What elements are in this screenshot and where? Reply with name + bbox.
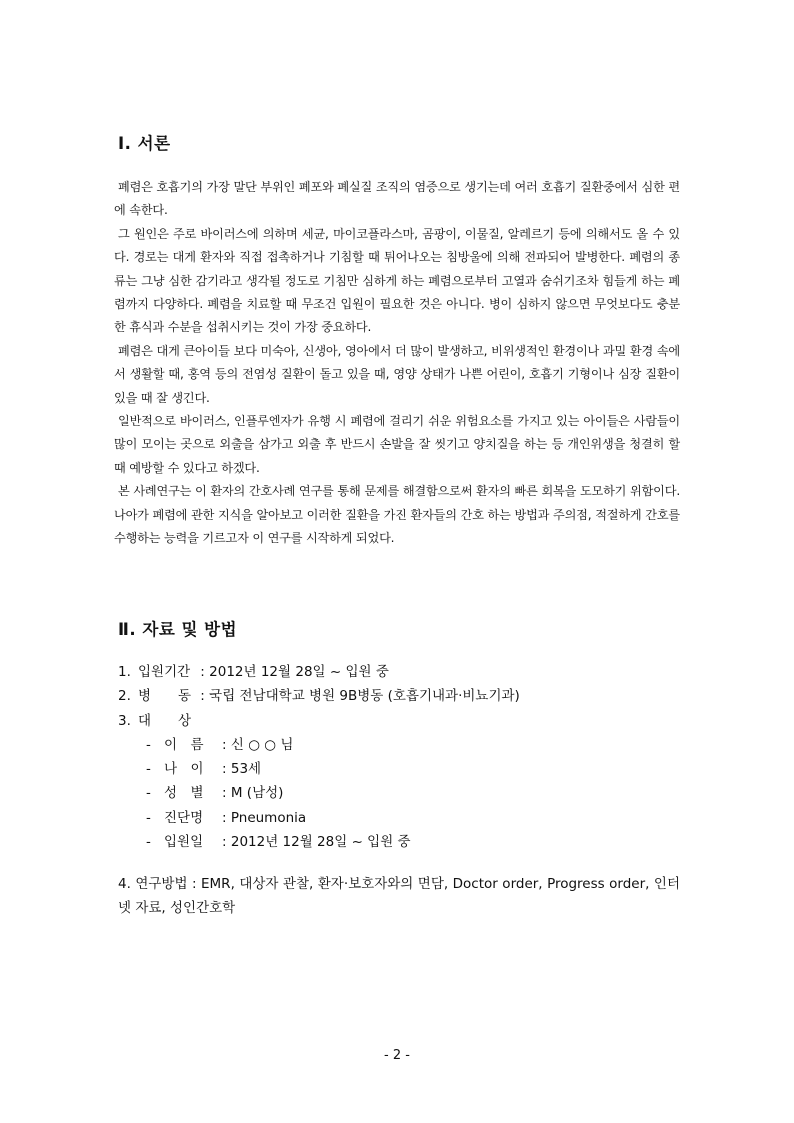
subject-item xyxy=(118,781,684,805)
subject-value: Pneumonia xyxy=(230,809,307,826)
item-separator: : xyxy=(200,688,205,705)
subject-label: 이 름 xyxy=(164,736,204,753)
item-number: 3. xyxy=(118,712,131,729)
item-separator: : xyxy=(200,664,205,680)
intro-paragraph: 일반적으로 바이러스, 인플루엔자가 유행 시 폐렴에 걸리기 쉬운 위험요소를 가지고 있는 아이들은 사람들이 많이 모이는 곳으로 외출을 삼가고 외출 후 반드시 손발을 잘 씻기고 양치질을 하는 등 개인위생을 청결히 할 때 예방할 수 있다고 하겠다. xyxy=(114,414,680,475)
item-label: 대 상 xyxy=(138,712,192,729)
subject-separator: : xyxy=(222,785,227,802)
introduction-body xyxy=(114,176,680,551)
subject-label: 입원일 xyxy=(164,834,204,851)
subject-item xyxy=(118,806,684,830)
subject-item xyxy=(118,830,684,854)
item-number: 1. xyxy=(118,664,131,680)
intro-paragraph: 그 원인은 주로 바이러스에 의하며 세균, 마이코플라스마, 곰팡이, 이물질, 알레르기 등에 의해서도 올 수 있다. 경로는 대게 환자와 직접 접촉하거나 기침할 때 튀어나오는 침방울에 의해 전파되어 발병한다. 폐렴의 종류는 그냥 심한 감기라고 생각될 정도로 기침만 심하게 하는 폐렴으로부터 고열과 숨쉬기조차 힘들게 하는 폐렴까지 다양하다. 폐렴을 치료할 때 무조건 입원이 필요한 것은 아니다. 병이 심하지 않으면 무엇보다도 충분한 휴식과 수분을 섭취시키는 것이 가장 중요하다. xyxy=(114,226,680,335)
subject-label: 나 이 xyxy=(164,761,204,778)
subject-separator: : xyxy=(222,834,227,851)
subject-value: 2012년 12월 28일 ~ 입원 중 xyxy=(230,834,411,851)
subject-label: 성 별 xyxy=(164,785,204,802)
subject-item xyxy=(118,757,684,781)
item-label: 입원기간 xyxy=(138,664,191,680)
subject-separator: : xyxy=(222,736,227,753)
dash-bullet: - xyxy=(146,809,151,826)
dash-bullet: - xyxy=(146,761,151,778)
intro-paragraph: 폐렴은 호흡기의 가장 말단 부위인 폐포와 폐실질 조직의 염증으로 생기는데 여러 호흡기 질환중에서 심한 편에 속한다. xyxy=(114,180,680,218)
section-2-heading: Ⅱ. 자료 및 방법 xyxy=(118,620,238,639)
subject-value: 53세 xyxy=(230,761,262,778)
research-method: 4. 연구방법 : EMR, 대상자 관찰, 환자·보호자와의 면담, Doctor order, Progress order, 인터넷 자료, 성인간호학 xyxy=(118,876,680,916)
item-number: 2. xyxy=(118,688,131,705)
subject-separator: : xyxy=(222,761,227,778)
dash-bullet: - xyxy=(146,736,151,753)
list-item xyxy=(118,709,684,733)
subject-value: 신 ○ ○ 님 xyxy=(230,736,294,753)
list-item xyxy=(118,660,684,684)
item-label: 병 동 xyxy=(138,688,192,705)
materials-list xyxy=(118,660,684,854)
list-item xyxy=(118,684,684,708)
page-number: - 2 - xyxy=(384,1048,410,1063)
subject-item xyxy=(118,733,684,757)
item-value: 국립 전남대학교 병원 9B병동 (호흡기내과·비뇨기과) xyxy=(209,688,520,705)
subject-label: 진단명 xyxy=(164,809,204,826)
dash-bullet: - xyxy=(146,785,151,802)
intro-paragraph: 폐렴은 대게 큰아이들 보다 미숙아, 신생아, 영아에서 더 많이 발생하고, 비위생적인 환경이나 과밀 환경 속에서 생활할 때, 홍역 등의 전염성 질환이 돌고 있을 때, 영양 상태가 나쁜 어린이, 호흡기 기형이나 심장 질환이 있을 때 잘 생긴다. xyxy=(114,343,680,405)
dash-bullet: - xyxy=(146,834,151,851)
subject-separator: : xyxy=(222,809,227,826)
section-1-heading: Ⅰ. 서론 xyxy=(118,134,171,153)
subject-value: M (남성) xyxy=(230,785,284,802)
intro-paragraph: 본 사례연구는 이 환자의 간호사례 연구를 통해 문제를 해결함으로써 환자의 빠른 회복을 도모하기 위함이다. 나아가 폐렴에 관한 지식을 알아보고 이러한 질환을 가진 환자들의 간호 하는 방법과 주의점, 적절하게 간호를 수행하는 능력을 기르고자 이 연구를 시작하게 되었다. xyxy=(114,484,680,546)
item-value: 2012년 12월 28일 ~ 입원 중 xyxy=(209,664,389,680)
